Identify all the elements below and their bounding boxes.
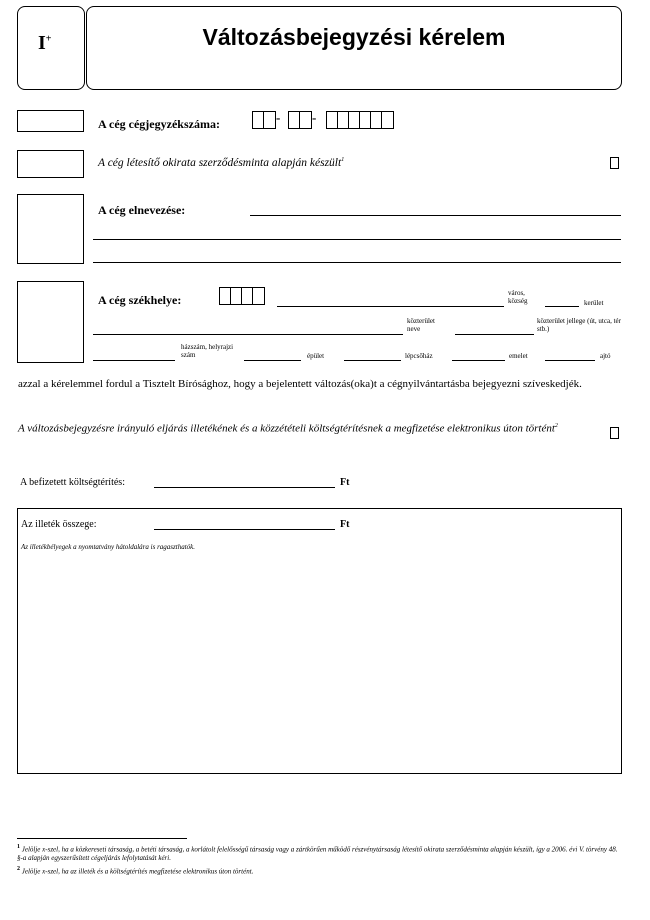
- cost-input-line[interactable]: [154, 487, 335, 488]
- door-input-line[interactable]: [545, 360, 595, 361]
- floor-input-line[interactable]: [452, 360, 505, 361]
- fee-label: Az illeték összege:: [21, 519, 97, 530]
- deed-label: A cég létesítő okirata szerződésminta alapján készült$^1$: [98, 157, 345, 169]
- house-number-label: házszám, helyrajzi szám: [181, 343, 234, 359]
- request-text: azzal a kérelemmel fordul a Tisztelt Bírósághoz, hogy a bejelentett változás(oka)t a cégnyilvántartásba bejegyezni szíveskedjék.: [18, 378, 582, 390]
- seat-label: A cég székhelye:: [98, 293, 182, 307]
- district-input-line[interactable]: [545, 306, 579, 307]
- building-label: épület: [307, 352, 325, 360]
- street-type-input-line[interactable]: [455, 334, 534, 335]
- footnote-1: $^1$ Jelölje x-szel, ha a közkereseti társaság, a betéti társaság, a korlátolt felelősségű társaság vagy a zártkörűen működő részvénytársaság létesítő okirata szerződésminta alapján készült, így a 2006. évi V. törvény 48. §-a alapján egyszerűsített cégeljárás lefolytatását kéri.: [17, 844, 618, 863]
- stair-label: lépcsőház: [405, 352, 433, 360]
- fee-input-line[interactable]: [154, 529, 335, 530]
- name-label: A cég elnevezése:: [98, 203, 186, 217]
- street-name-label: közterület neve: [407, 317, 435, 333]
- footnote-2: $^2$ Jelölje x-szel, ha az illeték és a költségtérítés megfizetése elektronikus úton történt.: [17, 866, 254, 876]
- registry-form-digits[interactable]: [288, 111, 312, 129]
- city-input-line[interactable]: [277, 306, 504, 307]
- registry-dash-1: -: [276, 110, 281, 125]
- deed-side-box: [17, 150, 84, 178]
- city-label: város, község: [508, 289, 528, 305]
- form-code: I+: [38, 32, 52, 54]
- stair-input-line[interactable]: [344, 360, 401, 361]
- registry-label: A cég cégjegyzékszáma:: [98, 117, 220, 131]
- district-label: kerület: [584, 299, 604, 307]
- registry-serial-digits[interactable]: [326, 111, 394, 129]
- building-input-line[interactable]: [244, 360, 301, 361]
- registry-side-box: [17, 110, 84, 132]
- electronic-payment-text: A változásbejegyzésre irányuló eljárás illetékének és a közzétételi költségtérítésnek a megfizetése elektronikus úton történt$^2$: [18, 422, 558, 435]
- name-input-line-1[interactable]: [250, 215, 621, 216]
- postal-code-digits[interactable]: [219, 287, 265, 305]
- door-label: ajtó: [600, 352, 611, 360]
- deed-checkbox[interactable]: [610, 157, 619, 169]
- street-name-input-line[interactable]: [93, 334, 403, 335]
- cost-unit: Ft: [340, 477, 350, 488]
- name-input-line-3[interactable]: [93, 262, 621, 263]
- name-input-line-2[interactable]: [93, 239, 621, 240]
- floor-label: emelet: [509, 352, 528, 360]
- fee-note: Az illetékbélyegek a nyomtatvány hátoldalára is ragaszthatók.: [21, 543, 195, 551]
- registry-dash-2: -: [312, 110, 317, 125]
- fee-unit: Ft: [340, 519, 350, 530]
- name-side-box: [17, 194, 84, 264]
- page-title: Változásbejegyzési kérelem: [202, 24, 506, 50]
- electronic-payment-checkbox[interactable]: [610, 427, 619, 439]
- house-number-input-line[interactable]: [93, 360, 175, 361]
- cost-label: A befizetett költségtérítés:: [20, 477, 125, 488]
- footnote-separator: [17, 838, 187, 839]
- seat-side-box: [17, 281, 84, 363]
- street-type-label: közterület jellege (út, utca, tér stb.): [537, 317, 621, 333]
- registry-court-digits[interactable]: [252, 111, 276, 129]
